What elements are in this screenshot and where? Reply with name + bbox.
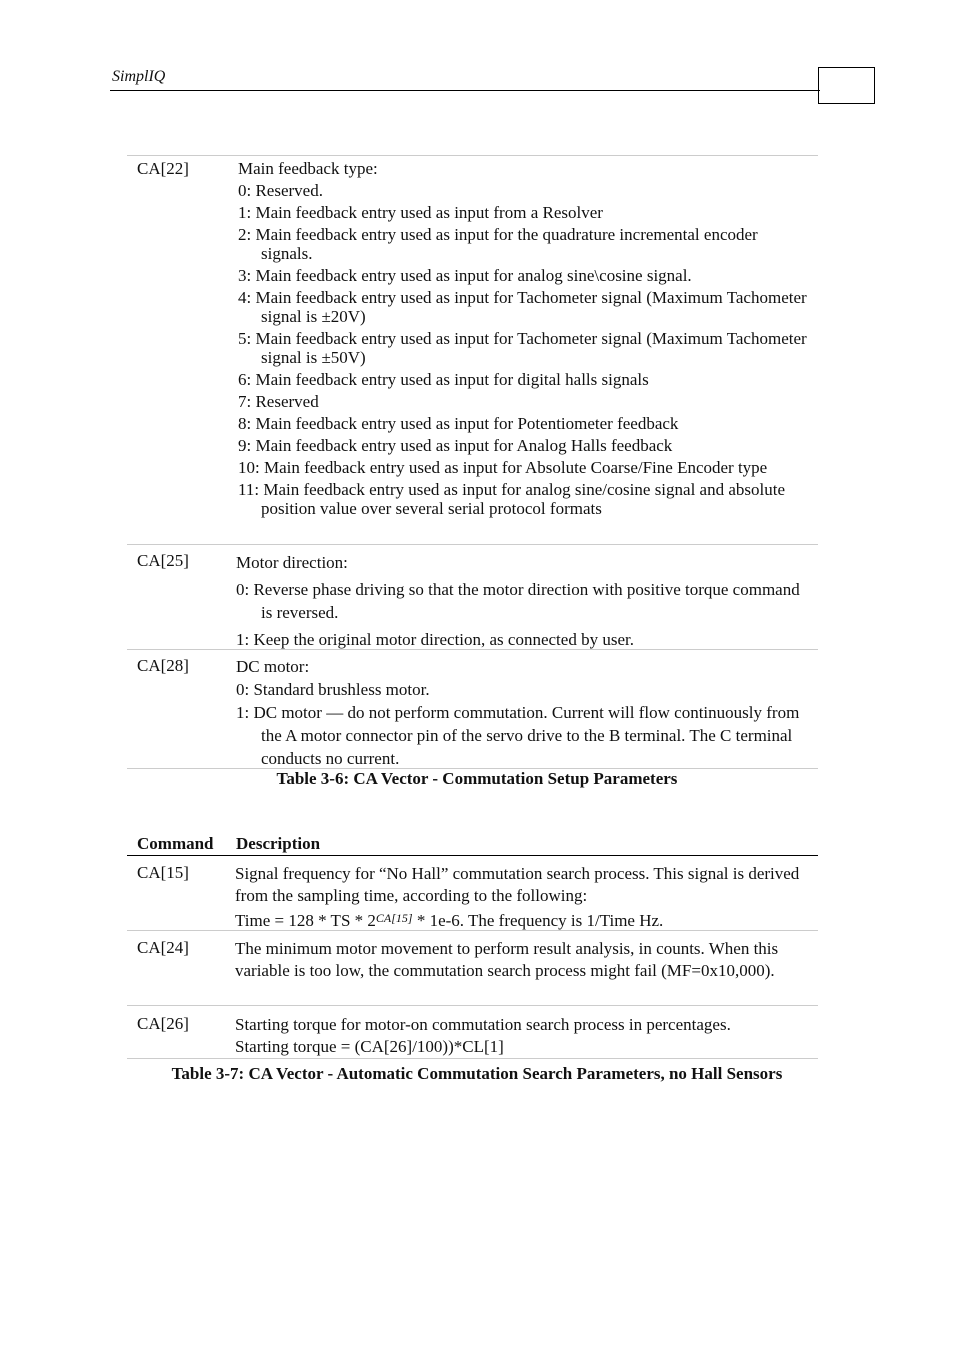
list-item: 9: Main feedback entry used as input for Analog Halls feedback xyxy=(238,436,673,455)
list-item: 11: Main feedback entry used as input for analog sine/cosine signal and absolute position value over several serial protocol formats xyxy=(238,480,785,518)
description-title: DC motor: xyxy=(236,657,310,676)
list-item: 1: DC motor — do not perform commutation. Current will flow continuously from the A motor connector pin of the servo drive to the B terminal. The C terminal conducts no current. xyxy=(236,703,800,768)
description-cell xyxy=(236,655,806,770)
formula-suffix: * 1e-6. The frequency is 1/Time Hz. xyxy=(412,911,664,930)
list-item: 0: Standard brushless motor. xyxy=(236,680,430,699)
header-title: SimplIQ xyxy=(112,68,166,85)
command-cell: CA[28] xyxy=(137,656,189,675)
list-item: 2: Main feedback entry used as input for the quadrature incremental encoder signals. xyxy=(238,225,758,263)
command-cell: CA[26] xyxy=(137,1014,189,1033)
table-row xyxy=(127,544,818,649)
table-commutation-setup xyxy=(127,155,818,769)
list-item: 0: Reserved. xyxy=(238,181,323,200)
list-item: 10: Main feedback entry used as input for Absolute Coarse/Fine Encoder type xyxy=(238,458,768,477)
table-bottom-rule xyxy=(127,1058,818,1059)
description-cell xyxy=(235,863,810,932)
table-row xyxy=(127,155,818,544)
list-item: 1: Keep the original motor direction, as connected by user. xyxy=(236,630,634,649)
table-caption: Table 3-6: CA Vector - Commutation Setup Parameters xyxy=(276,769,678,788)
list-item: 8: Main feedback entry used as input for Potentiometer feedback xyxy=(238,414,679,433)
list-item: 4: Main feedback entry used as input for Tachometer signal (Maximum Tachometer signal is ±20V) xyxy=(238,288,807,326)
command-cell: CA[24] xyxy=(137,938,189,957)
list-item: 1: Main feedback entry used as input from a Resolver xyxy=(238,203,603,222)
table-commutation-search xyxy=(127,856,818,1059)
table-row xyxy=(127,856,818,930)
command-cell: CA[15] xyxy=(137,863,189,882)
table-caption: Table 3-7: CA Vector - Automatic Commutation Search Parameters, no Hall Sensors xyxy=(171,1064,783,1083)
description-text: The minimum motor movement to perform result analysis, in counts. When this variable is too low, the commutation search process might fail (MF=0x10,000). xyxy=(235,939,779,980)
description-cell xyxy=(236,551,806,651)
list-item: 0: Reverse phase driving so that the motor direction with positive torque command is reversed. xyxy=(236,580,800,622)
description-title: Motor direction: xyxy=(236,553,348,572)
command-cell: CA[22] xyxy=(137,159,189,178)
column-header-description: Description xyxy=(236,834,321,853)
table-row xyxy=(127,649,818,768)
list-item: 6: Main feedback entry used as input for digital halls signals xyxy=(238,370,649,389)
list-item: 5: Main feedback entry used as input for Tachometer signal (Maximum Tachometer signal is ±50V) xyxy=(238,329,807,367)
description-text: Starting torque for motor-on commutation search process in percentages. xyxy=(235,1015,731,1034)
description-title: Main feedback type: xyxy=(238,159,378,178)
list-item: 3: Main feedback entry used as input for analog sine\cosine signal. xyxy=(238,266,692,285)
formula-prefix: Time = 128 * TS * 2 xyxy=(235,911,376,930)
command-cell: CA[25] xyxy=(137,551,189,570)
page-number-box xyxy=(818,67,875,104)
formula xyxy=(235,907,810,932)
formula: Starting torque = (CA[26]/100))*CL[1] xyxy=(235,1037,504,1056)
description-cell xyxy=(235,1014,810,1058)
description-text: Signal frequency for “No Hall” commutation search process. This signal is derived from the sampling time, according to the following: xyxy=(235,864,800,905)
table-row xyxy=(127,930,818,1005)
header-rule xyxy=(110,90,820,91)
formula-exponent: CA[15] xyxy=(375,911,413,925)
table-row xyxy=(127,1005,818,1058)
list-item: 7: Reserved xyxy=(238,392,319,411)
column-header-command: Command xyxy=(137,834,214,853)
description-cell xyxy=(238,159,808,521)
